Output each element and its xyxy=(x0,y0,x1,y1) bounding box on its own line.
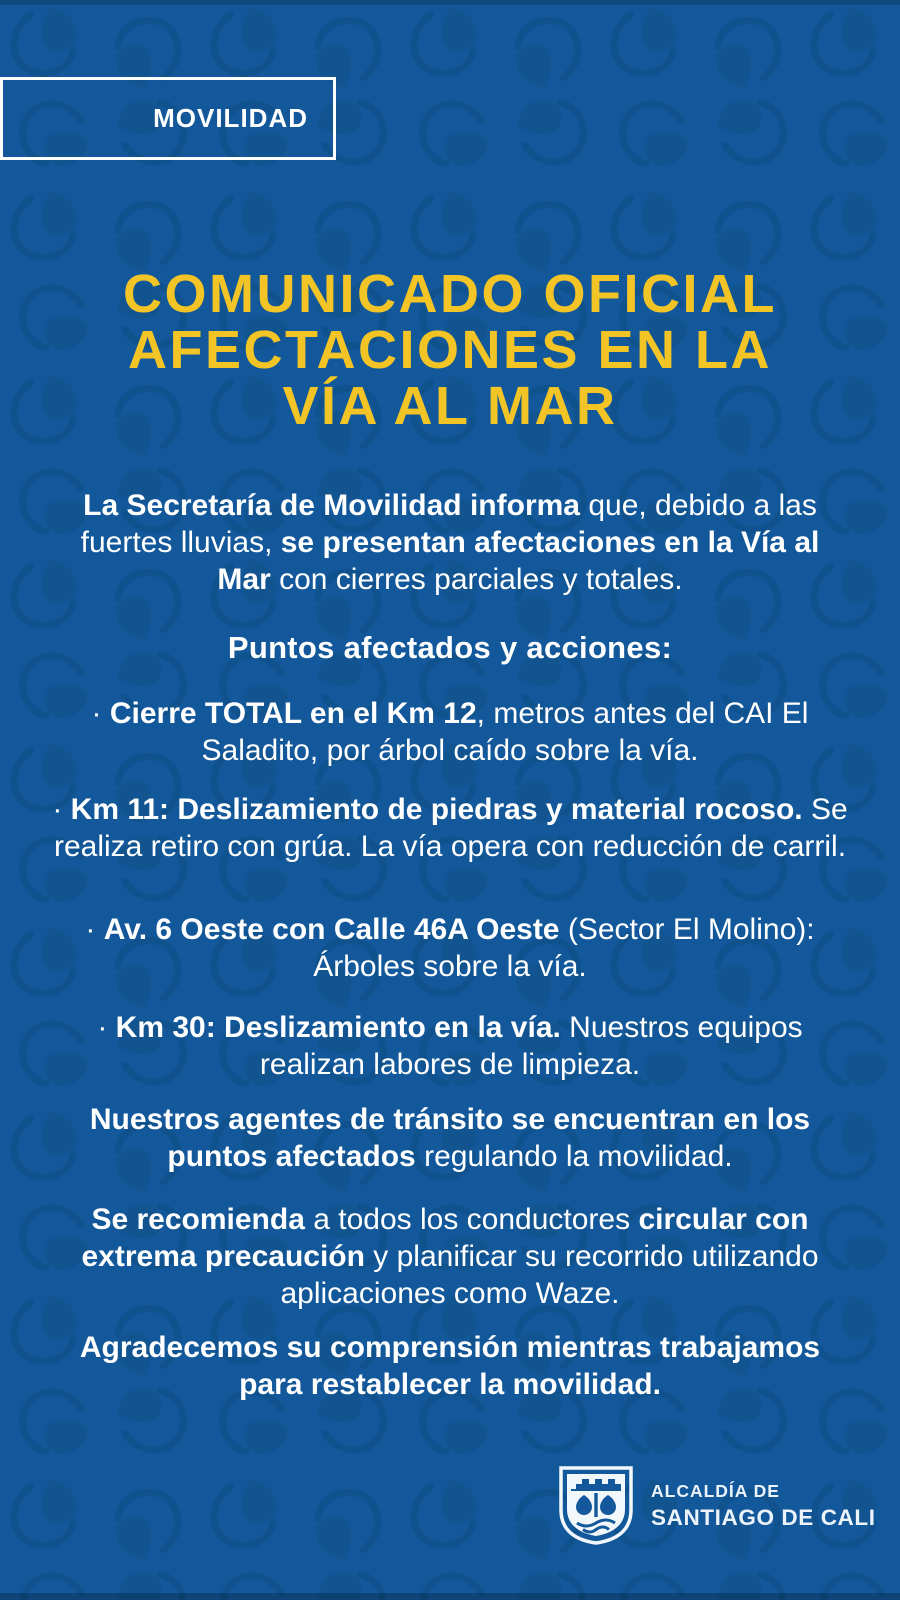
footer-org-name xyxy=(651,1481,876,1531)
thanks-paragraph: Agradecemos su comprensión mientras trabajamos para restablecer la movilidad. xyxy=(79,1331,821,1401)
agents-paragraph: Nuestros agentes de tránsito se encuentran en los puntos afectados regulando la movilidad. xyxy=(89,1103,811,1173)
section-heading: Puntos afectados y acciones: xyxy=(227,630,673,665)
affected-point-km30: · Km 30: Deslizamiento en la vía. Nuestros equipos realizan labores de limpieza. xyxy=(97,1011,803,1081)
affected-point-km12: · Cierre TOTAL en el Km 12, metros antes del CAI El Saladito, por árbol caído sobre la vía. xyxy=(91,697,809,767)
footer-org-line1: ALCALDÍA DE xyxy=(651,1481,780,1501)
category-badge-label: MOVILIDAD xyxy=(153,103,308,133)
poster-title: COMUNICADO OFICIAL AFECTACIONES EN LA VÍA AL MAR xyxy=(123,264,777,436)
cali-coat-of-arms-icon xyxy=(557,1464,635,1546)
intro-paragraph: La Secretaría de Movilidad informa que, debido a las fuertes lluvias, se presentan afectaciones en la Vía al Mar con cierres parciales y totales. xyxy=(80,489,820,596)
advice-paragraph: Se recomienda a todos los conductores circular con extrema precaución y planificar su recorrido utilizando aplicaciones como Waze. xyxy=(81,1203,819,1310)
affected-point-av6-oeste: · Av. 6 Oeste con Calle 46A Oeste (Sector El Molino): Árboles sobre la vía. xyxy=(85,913,815,983)
footer-org-line2: SANTIAGO DE CALI xyxy=(651,1505,876,1530)
category-badge xyxy=(0,77,336,160)
affected-point-km11: · Km 11: Deslizamiento de piedras y material rocoso. Se realiza retiro con grúa. La vía opera con reducción de carril. xyxy=(52,793,848,863)
